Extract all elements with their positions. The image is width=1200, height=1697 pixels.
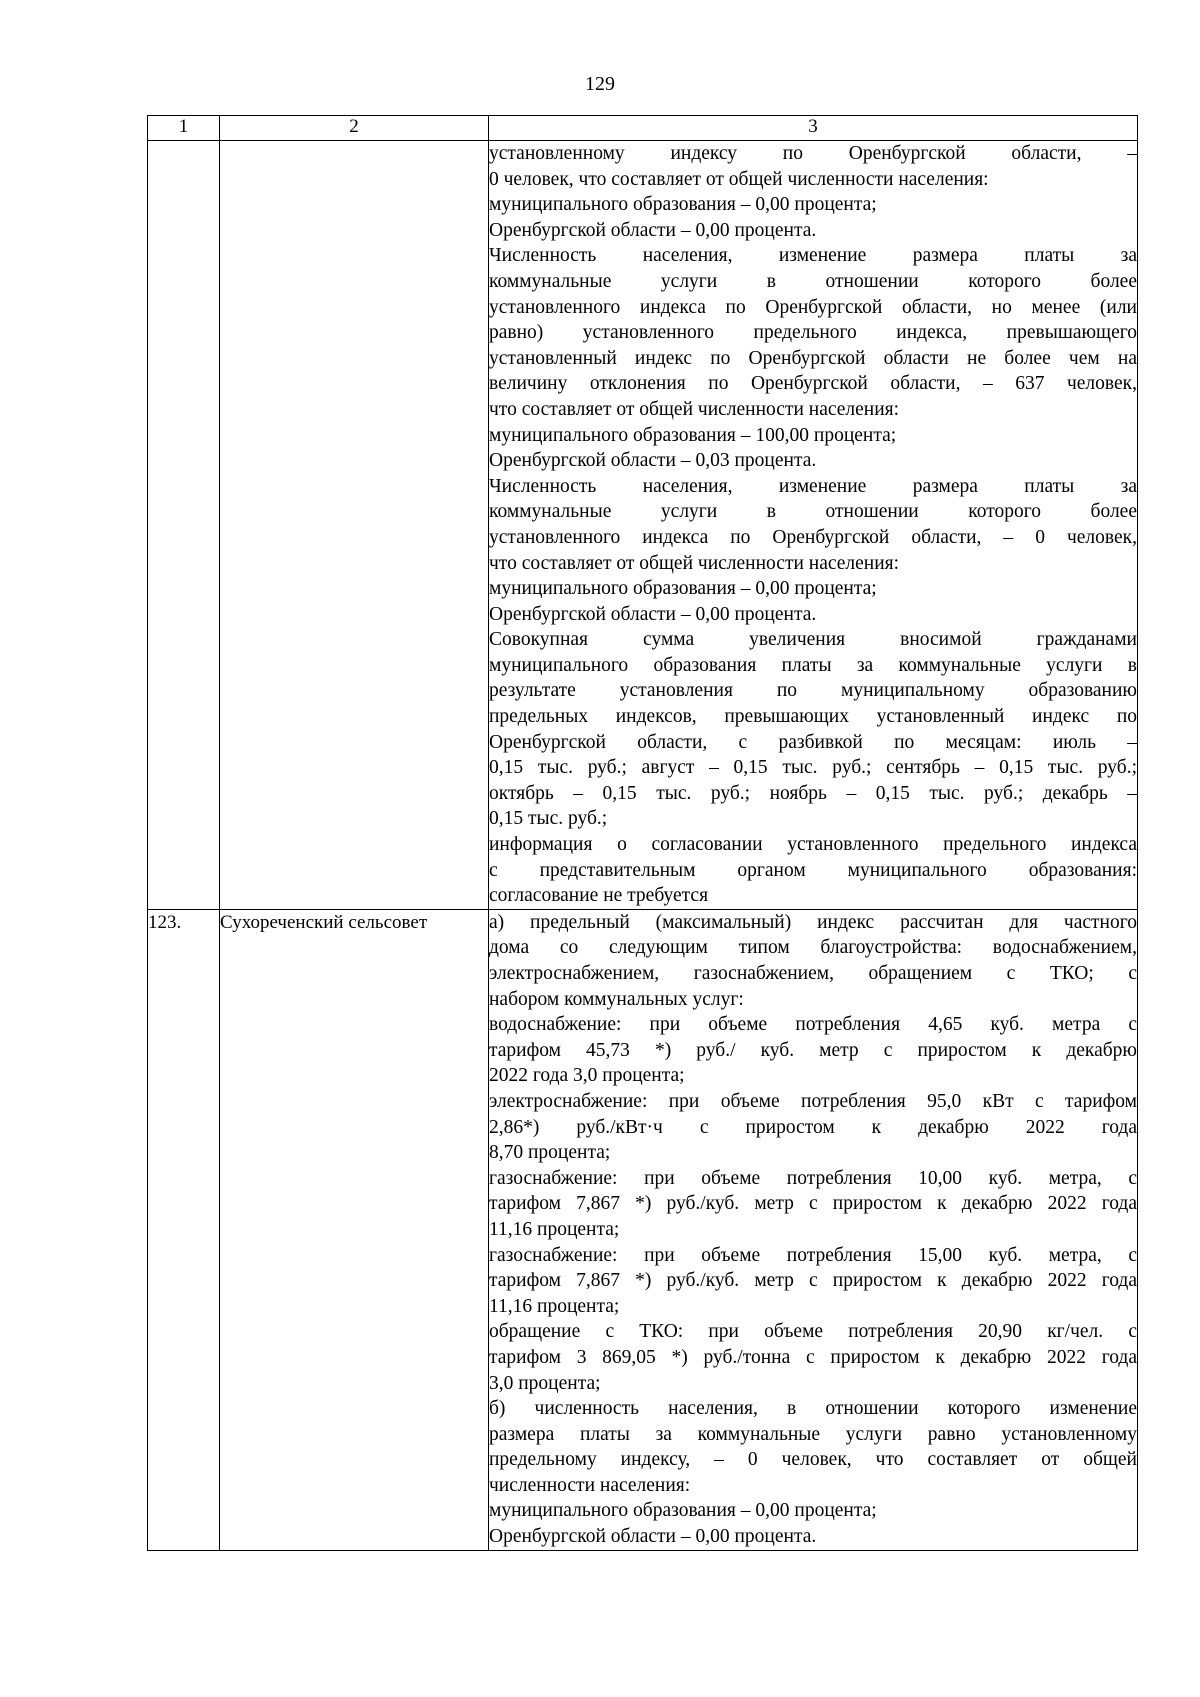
text-line: б) численность населения, в отношении которого изменение [489, 1398, 1137, 1420]
text-line: Численность населения, изменение размера платы за [489, 475, 1137, 497]
text-line: 0 человек, что составляет от общей численности населения: [489, 168, 989, 190]
text-line: Оренбургской области – 0,00 процента. [489, 219, 817, 241]
text-line: Численность населения, изменение размера платы за [489, 245, 1137, 267]
text-line: коммунальные услуги в отношении которого более [489, 501, 1137, 523]
text-line: равно) установленного предельного индекса, превышающего [489, 322, 1137, 344]
text-line: 11,16 процента; [489, 1295, 620, 1317]
text-line: набором коммунальных услуг: [489, 988, 744, 1010]
text-line: а) предельный (максимальный) индекс рассчитан для частного [489, 911, 1137, 933]
column-header-2: 2 [220, 116, 489, 141]
municipality-name-cell [220, 141, 489, 910]
text-line: муниципального образования – 100,00 процента; [489, 424, 897, 446]
text-line: 0,15 тыс. руб.; [489, 808, 608, 830]
text-line: муниципального образования – 0,00 процента; [489, 194, 877, 216]
municipality-name-cell: Сухореченский сельсовет [220, 909, 489, 1550]
text-line: численности населения: [489, 1474, 691, 1496]
text-line: установленному индексу по Оренбургской области, – [489, 143, 1137, 164]
text-line: установленный индекс по Оренбургской области не более чем на [489, 347, 1137, 369]
text-line: Оренбургской области – 0,00 процента. [489, 1526, 817, 1548]
text-line: что составляет от общей численности населения: [489, 398, 900, 420]
text-line: предельному индексу, – 0 человек, что составляет от общей [489, 1449, 1137, 1471]
text-line: установленного индекса по Оренбургской области, но менее (или [489, 296, 1137, 318]
text-line: муниципального образования платы за коммунальные услуги в [489, 654, 1137, 676]
text-line: муниципального образования – 0,00 процента; [489, 578, 877, 600]
text-line: дома со следующим типом благоустройства: водоснабжением, [489, 937, 1137, 959]
text-line: муниципального образования – 0,00 процента; [489, 1500, 877, 1522]
text-line: 8,70 процента; [489, 1142, 611, 1164]
text-line: 2,86*) руб./кВт·ч с приростом к декабрю 2022 года [489, 1116, 1137, 1138]
table-row [148, 909, 1138, 1550]
text-line: обращение с ТКО: при объеме потребления 20,90 кг/чел. с [489, 1321, 1137, 1343]
text-line: информация о согласовании установленного предельного индекса [489, 834, 1137, 856]
text-line: тарифом 45,73 *) руб./ куб. метр с приростом к декабрю [489, 1039, 1137, 1061]
text-line: предельных индексов, превышающих установленный индекс по [489, 706, 1137, 728]
text-line: результате установления по муниципальному образованию [489, 680, 1137, 702]
text-line: Совокупная сумма увеличения вносимой гражданами [489, 629, 1137, 651]
page-number: 129 [585, 73, 615, 95]
text-line: октябрь – 0,15 тыс. руб.; ноябрь – 0,15 тыс. руб.; декабрь – [489, 782, 1137, 804]
text-line: Оренбургской области – 0,00 процента. [489, 603, 817, 625]
column-header-1: 1 [148, 116, 220, 141]
text-line: Оренбургской области – 0,03 процента. [489, 450, 817, 472]
text-line: установленного индекса по Оренбургской области, – 0 человек, [489, 526, 1137, 548]
text-line: что составляет от общей численности населения: [489, 552, 900, 574]
text-line: согласование не требуется [489, 885, 709, 907]
text-line: электроснабжением, газоснабжением, обращением с ТКО; с [489, 963, 1137, 984]
text-line: тарифом 7,867 *) руб./куб. метр с приростом к декабрю 2022 года [489, 1270, 1137, 1292]
description-lines [489, 910, 1137, 1550]
description-lines [489, 141, 1137, 909]
text-line: 2022 года 3,0 процента; [489, 1065, 685, 1087]
text-line: тарифом 3 869,05 *) руб./тонна с приростом к декабрю 2022 года [489, 1346, 1137, 1368]
table-row [148, 141, 1138, 910]
table-header-row [148, 116, 1138, 141]
text-line: электроснабжение: при объеме потребления 95,0 кВт с тарифом [489, 1090, 1137, 1112]
row-number-cell: 123. [148, 909, 220, 1550]
text-line: коммунальные услуги в отношении которого более [489, 270, 1137, 292]
text-line: водоснабжение: при объеме потребления 4,65 куб. метра с [489, 1014, 1137, 1036]
text-line: газоснабжение: при объеме потребления 10,00 куб. метра, с [489, 1167, 1137, 1189]
text-line: газоснабжение: при объеме потребления 15,00 куб. метра, с [489, 1244, 1137, 1266]
text-line: с представительным органом муниципального образования: [489, 859, 1137, 881]
document-table [147, 115, 1138, 1551]
row-number-cell [148, 141, 220, 910]
text-line: 11,16 процента; [489, 1218, 620, 1240]
text-line: 3,0 процента; [489, 1372, 601, 1394]
description-cell [489, 141, 1138, 910]
text-line: 0,15 тыс. руб.; август – 0,15 тыс. руб.; сентябрь – 0,15 тыс. руб.; [489, 757, 1137, 779]
column-header-3: 3 [489, 116, 1138, 141]
text-line: величину отклонения по Оренбургской области, – 637 человек, [489, 373, 1137, 395]
text-line: размера платы за коммунальные услуги равно установленному [489, 1423, 1137, 1445]
text-line: Оренбургской области, с разбивкой по месяцам: июль – [489, 731, 1137, 753]
description-cell [489, 909, 1138, 1550]
text-line: тарифом 7,867 *) руб./куб. метр с приростом к декабрю 2022 года [489, 1193, 1137, 1215]
